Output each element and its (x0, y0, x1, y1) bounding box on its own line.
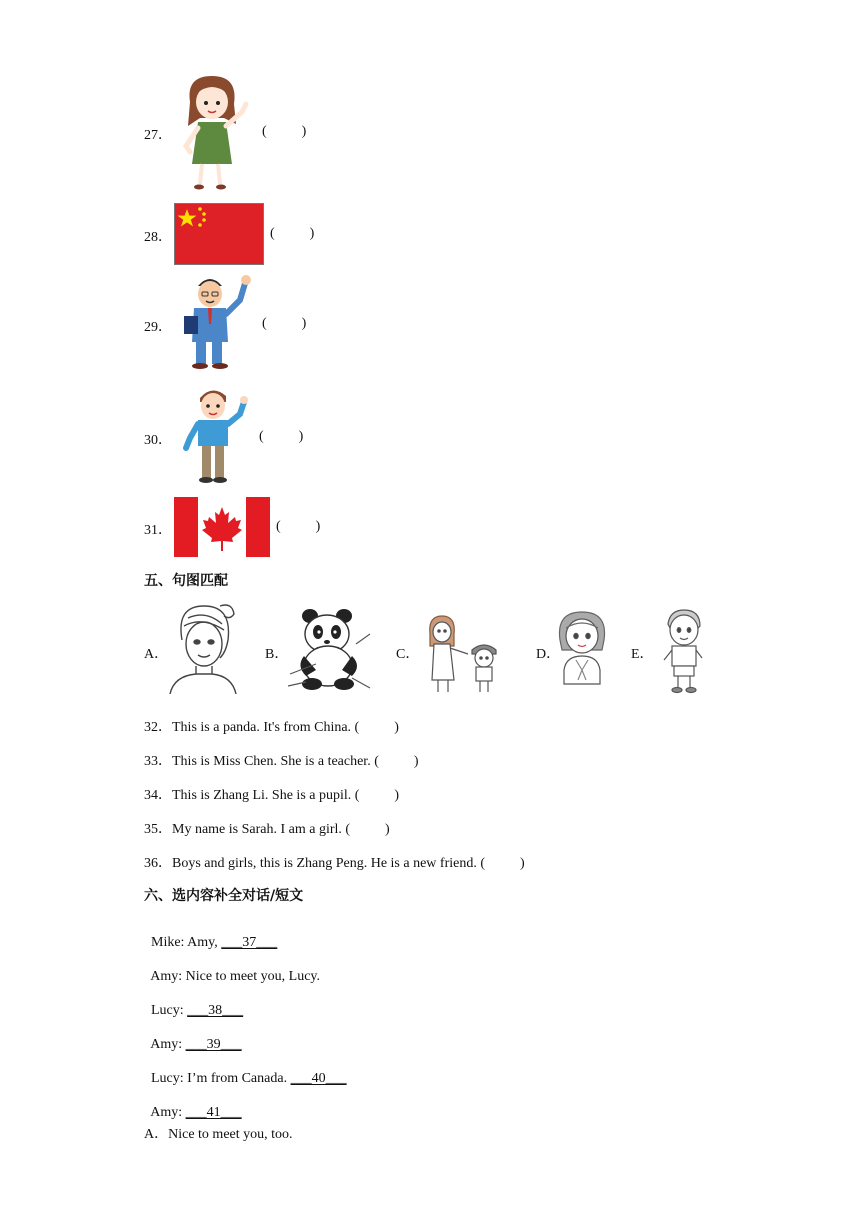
answer-parentheses[interactable]: ( ) (259, 429, 304, 444)
option-label: E． (631, 647, 654, 662)
option-label: C． (396, 647, 420, 662)
question-number: 27． (144, 128, 172, 143)
answer-parentheses[interactable]: ( ) (262, 124, 307, 139)
dialog-line: Amy: Nice to meet you, Lucy. (150, 969, 321, 984)
section-title: 六、选内容补全对话/短文 (144, 888, 304, 904)
dialog-line: Mike: Amy, ___37___ (151, 935, 278, 950)
answer-parentheses[interactable]: ( ) (270, 226, 315, 241)
option-label: D． (536, 647, 561, 662)
boy-icon (660, 608, 706, 694)
answer-blank[interactable]: ___37___ (221, 935, 278, 950)
dialog-line: Amy: ___39___ (150, 1037, 242, 1052)
sentence-item: 36．Boys and girls, this is Zhang Peng. He is a new friend. ( ) (144, 856, 525, 871)
choice-option: A．Nice to meet you, too. (144, 1127, 293, 1142)
answer-blank[interactable]: ___39___ (185, 1037, 242, 1052)
question-number: 28． (144, 230, 172, 245)
boy-waving-icon (182, 384, 252, 488)
option-label: B． (265, 647, 289, 662)
woman-portrait-icon (166, 600, 240, 694)
girl-pupil-icon (556, 610, 608, 690)
sentence-item: 32．This is a panda. It's from China. ( ) (144, 720, 399, 735)
answer-parentheses[interactable]: ( ) (276, 519, 321, 534)
section-title: 五、句图匹配 (144, 573, 228, 589)
question-number: 31． (144, 523, 172, 538)
answer-parentheses[interactable]: ( ) (262, 316, 307, 331)
dialog-line: Amy: ___41___ (150, 1105, 242, 1120)
man-in-suit-icon (180, 272, 260, 372)
sentence-item: 33．This is Miss Chen. She is a teacher. ( ) (144, 754, 419, 769)
china-flag-icon (174, 203, 264, 265)
sentence-item: 34．This is Zhang Li. She is a pupil. ( ) (144, 788, 400, 803)
teacher-and-pupil-icon (424, 614, 506, 694)
answer-blank[interactable]: ___41___ (185, 1105, 242, 1120)
girl-waving-icon (176, 72, 256, 192)
dialog-line: Lucy: ___38___ (151, 1003, 244, 1018)
answer-blank[interactable]: ___38___ (187, 1003, 244, 1018)
question-number: 30． (144, 433, 172, 448)
option-label: A． (144, 647, 169, 662)
question-number: 29． (144, 320, 172, 335)
answer-blank[interactable]: ___40___ (290, 1071, 347, 1086)
sentence-item: 35．My name is Sarah. I am a girl. ( ) (144, 822, 390, 837)
panda-icon (286, 604, 372, 692)
canada-flag-icon (174, 497, 270, 557)
dialog-line: Lucy: I’m from Canada. ___40___ (151, 1071, 347, 1086)
